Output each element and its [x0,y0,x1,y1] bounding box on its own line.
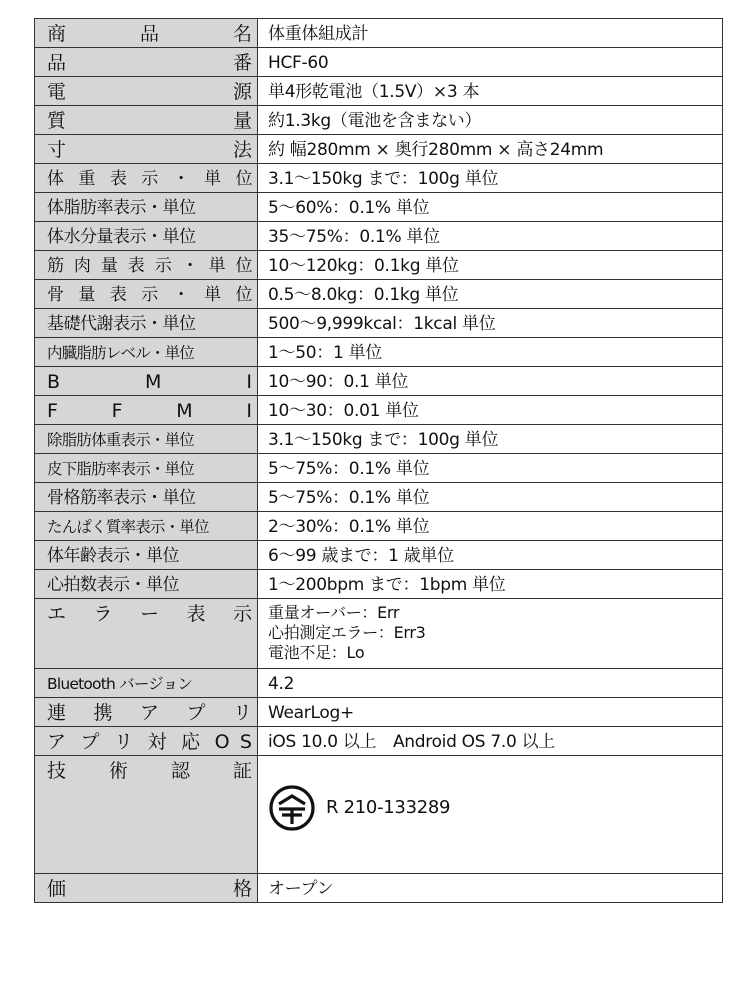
spec-label: 内臓脂肪レベル・単位 [35,338,258,367]
spec-row-weight [35,106,723,135]
spec-row-body-water-display [35,222,723,251]
spec-value: 3.1〜150kg まで：100g 単位 [258,425,723,454]
spec-value-certification [258,756,723,874]
spec-value: WearLog+ [258,698,723,727]
spec-value: 3.1〜150kg まで：100g 単位 [258,164,723,193]
spec-value: 2〜30%：0.1% 単位 [258,512,723,541]
spec-row-dimensions [35,135,723,164]
spec-row-body-fat-display [35,193,723,222]
spec-row-technical-certification [35,756,723,874]
spec-label: 基礎代謝表示・単位 [35,309,258,338]
spec-row-product-name [35,19,723,48]
spec-label: 心拍数表示・単位 [35,570,258,599]
spec-value: 単4形乾電池（1.5V）×3 本 [258,77,723,106]
spec-label: 商 品 名 [35,19,258,48]
spec-label: エ ラ ー 表 示 [35,599,258,669]
spec-row-bmi [35,367,723,396]
error-line-low-battery: 電池不足：Lo [268,643,365,662]
spec-label: 体脂肪率表示・単位 [35,193,258,222]
certification-number: R 210-133289 [326,797,451,818]
spec-value: 約1.3kg（電池を含まない） [258,106,723,135]
technical-conformity-mark-icon [268,784,316,832]
spec-row-body-age-display [35,541,723,570]
spec-label: 筋肉量表示・単位 [35,251,258,280]
spec-row-price [35,874,723,903]
spec-label: 体水分量表示・単位 [35,222,258,251]
spec-row-basal-metabolism-display [35,309,723,338]
spec-value: 500〜9,999kcal：1kcal 単位 [258,309,723,338]
spec-row-protein-display [35,512,723,541]
spec-label: B M I [35,367,258,396]
spec-label: 皮下脂肪率表示・単位 [35,454,258,483]
spec-value: 10〜120kg：0.1kg 単位 [258,251,723,280]
spec-value: iOS 10.0 以上 Android OS 7.0 以上 [258,727,723,756]
spec-row-skeletal-muscle-display [35,483,723,512]
spec-row-linked-app [35,698,723,727]
spec-row-heart-rate-display [35,570,723,599]
spec-label: 除脂肪体重表示・単位 [35,425,258,454]
spec-row-body-weight-display [35,164,723,193]
spec-row-ffmi [35,396,723,425]
spec-label: ア プ リ 対 応 O S [35,727,258,756]
spec-row-subcutaneous-fat-display [35,454,723,483]
spec-label: 質 量 [35,106,258,135]
spec-value: 35〜75%：0.1% 単位 [258,222,723,251]
spec-value: 10〜90：0.1 単位 [258,367,723,396]
spec-row-bone-mass-display [35,280,723,309]
spec-value: 4.2 [258,669,723,698]
spec-value: 10〜30：0.01 単位 [258,396,723,425]
spec-value: 約 幅280mm × 奥行280mm × 高さ24mm [258,135,723,164]
error-line-overweight: 重量オーバー：Err [268,603,400,622]
spec-value: 5〜75%：0.1% 単位 [258,483,723,512]
spec-label: 寸 法 [35,135,258,164]
error-line-heart-rate: 心拍測定エラー：Err3 [268,623,426,642]
spec-row-lean-body-mass-display [35,425,723,454]
spec-value: 1〜200bpm まで：1bpm 単位 [258,570,723,599]
spec-label: 価 格 [35,874,258,903]
spec-value: 5〜75%：0.1% 単位 [258,454,723,483]
spec-label: 体年齢表示・単位 [35,541,258,570]
spec-label: 骨格筋率表示・単位 [35,483,258,512]
spec-table [34,18,723,903]
spec-row-power [35,77,723,106]
spec-label: 品 番 [35,48,258,77]
spec-row-supported-os [35,727,723,756]
spec-value: 体重体組成計 [258,19,723,48]
spec-value: HCF-60 [258,48,723,77]
spec-label: 骨 量 表 示 ・ 単 位 [35,280,258,309]
spec-label: 体 重 表 示 ・ 単 位 [35,164,258,193]
spec-value-error-list [258,599,723,669]
spec-value: 0.5〜8.0kg：0.1kg 単位 [258,280,723,309]
spec-label: 技 術 認 証 [35,756,258,874]
spec-label: F F M I [35,396,258,425]
spec-label: Bluetooth バージョン [35,669,258,698]
spec-row-bluetooth-version [35,669,723,698]
spec-value: 5〜60%：0.1% 単位 [258,193,723,222]
spec-row-muscle-mass-display [35,251,723,280]
spec-row-visceral-fat-level [35,338,723,367]
spec-row-model-number [35,48,723,77]
spec-label: 連 携 ア プ リ [35,698,258,727]
spec-value: 1〜50：1 単位 [258,338,723,367]
spec-row-error-display [35,599,723,669]
spec-value: 6〜99 歳まで：1 歳単位 [258,541,723,570]
spec-label: たんぱく質率表示・単位 [35,512,258,541]
spec-value: オープン [258,874,723,903]
spec-label: 電 源 [35,77,258,106]
